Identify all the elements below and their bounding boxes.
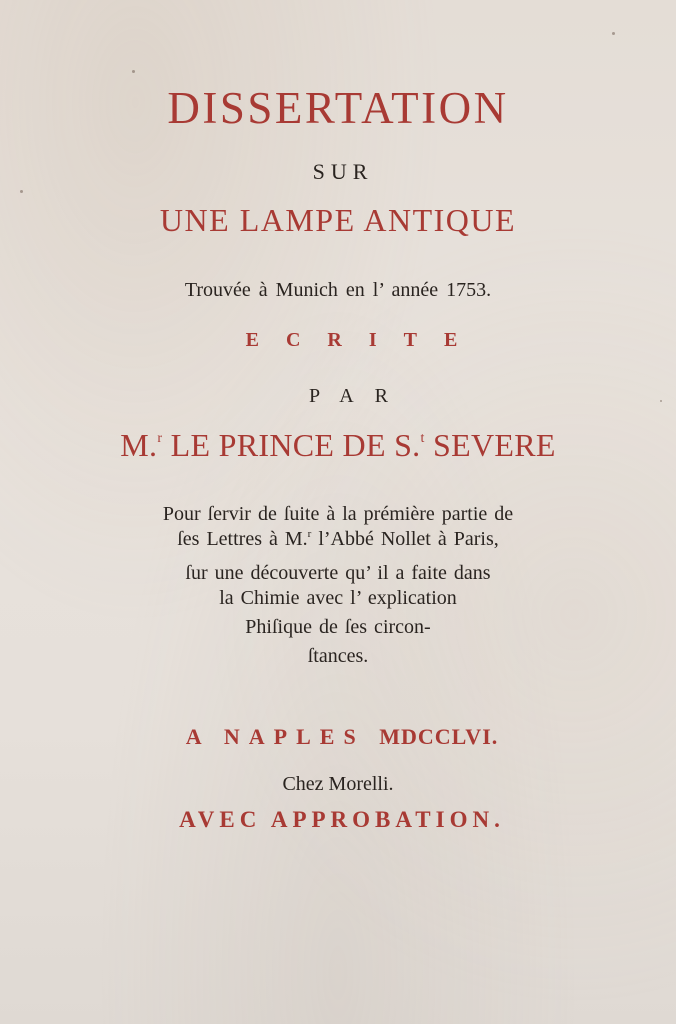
description-line-2-sup: r — [307, 528, 312, 540]
description-line-2-end: l’Abbé Nollet à Paris, — [311, 528, 499, 550]
description-line-6: ſtances. — [307, 645, 369, 667]
imprint-year: MDCCLVI. — [379, 724, 499, 749]
description-line-1: Pour ſervir de ſuite à la prémière partie de — [162, 503, 514, 525]
by-label: PAR — [308, 385, 410, 407]
paper-speck — [20, 190, 23, 193]
imprint-place: A NAPLES — [185, 724, 365, 749]
author-saint-sup: t — [420, 431, 425, 446]
description-line-2 — [0, 527, 676, 551]
paper-speck — [660, 400, 662, 402]
description-line-5: Phiſique de ſes circon- — [245, 616, 431, 638]
imprint-printer: Chez Morelli. — [282, 773, 394, 795]
paper-speck — [612, 32, 615, 35]
author-prefix: M. — [120, 427, 158, 463]
description-line-3: ſur une découverte qu’ il a faite dans — [185, 562, 491, 584]
main-title: DISSERTATION — [167, 83, 509, 133]
subtitle: UNE LAMPE ANTIQUE — [159, 202, 517, 238]
connector-sur: SUR — [312, 159, 374, 184]
description-line-2-start: ſes Lettres à M. — [177, 528, 308, 550]
author-prefix-sup: r — [157, 431, 163, 446]
description-line-4: la Chimie avec l’ explication — [219, 587, 457, 609]
author-name-part2: SEVERE — [433, 427, 556, 463]
imprint-approval: AVEC APPROBATION. — [179, 807, 505, 832]
author-name — [0, 425, 676, 465]
author-name-part1: LE PRINCE DE S. — [170, 427, 421, 463]
paper-speck — [132, 70, 135, 73]
written-label: ECRITE — [245, 329, 485, 351]
found-line: Trouvée à Munich en l’ année 1753. — [184, 279, 492, 301]
imprint-place-year — [0, 723, 676, 751]
